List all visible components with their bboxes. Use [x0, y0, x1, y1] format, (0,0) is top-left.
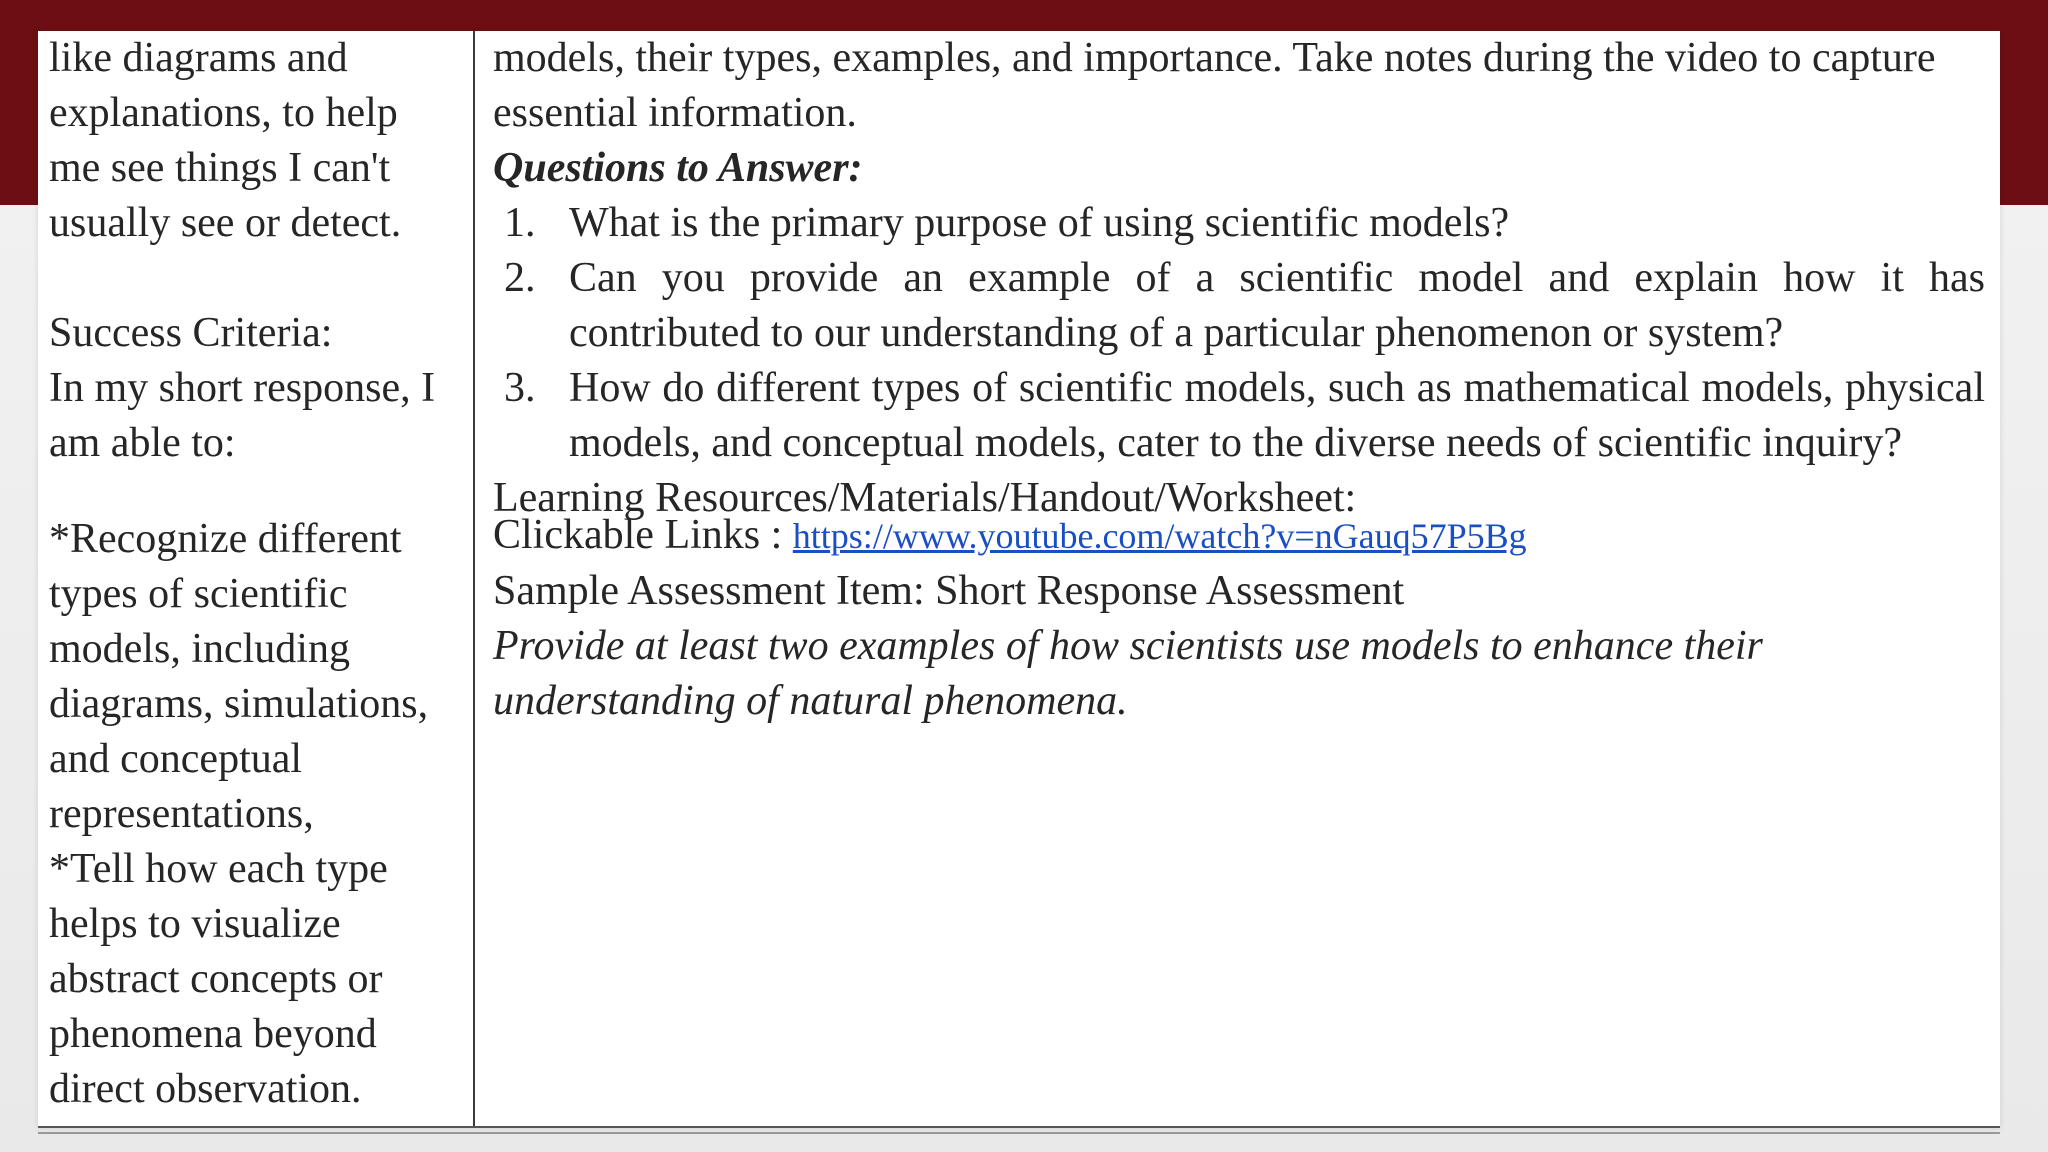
success-criteria-label: Success Criteria:	[49, 310, 333, 356]
criteria-line: types of scientific	[49, 571, 348, 617]
question-item	[493, 196, 1985, 251]
left-line: me see things I can't	[49, 145, 391, 191]
criteria-line: helps to visualize	[49, 901, 341, 947]
assessment-prompt-line: Provide at least two examples of how scientists use models to enhance their	[493, 623, 1763, 669]
criteria-line: and conceptual	[49, 736, 303, 782]
question-text: What is the primary purpose of using scientific models?	[569, 200, 1510, 246]
clickable-links-label: Clickable Links :	[493, 512, 793, 558]
video-instructions-line: essential information.	[493, 90, 857, 136]
criteria-line: abstract concepts or	[49, 956, 383, 1002]
question-number: 1.	[504, 200, 536, 246]
spacer	[49, 251, 473, 306]
left-column	[38, 31, 475, 1128]
clickable-links-row	[493, 508, 1985, 564]
resources-label: Learning Resources/Materials/Handout/Worksheet:	[493, 475, 1357, 521]
questions-heading: Questions to Answer:	[493, 145, 863, 191]
criteria-intro-line: am able to:	[49, 420, 236, 466]
question-item	[493, 251, 1985, 361]
criteria-intro-line: In my short response, I	[49, 365, 436, 411]
video-instructions-line: models, their types, examples, and importance. Take notes during the video to capture	[493, 35, 1936, 81]
left-line: explanations, to help	[49, 90, 398, 136]
right-column	[475, 31, 2000, 1128]
criteria-line: *Tell how each type	[49, 846, 388, 892]
left-line: like diagrams and	[49, 35, 348, 81]
question-number: 2.	[504, 255, 536, 301]
youtube-video-link[interactable]: https://www.youtube.com/watch?v=nGauq57P5Bg	[792, 516, 1527, 556]
criteria-line: diagrams, simulations,	[49, 681, 429, 727]
left-line: usually see or detect.	[49, 200, 402, 246]
questions-list	[493, 196, 1985, 471]
criteria-line: direct observation.	[49, 1066, 362, 1112]
criteria-line: phenomena beyond	[49, 1011, 377, 1057]
criteria-line: representations,	[49, 791, 314, 837]
criteria-line: *Recognize different	[49, 516, 402, 562]
question-number: 3.	[504, 365, 536, 411]
spacer	[49, 471, 473, 512]
question-item	[493, 361, 1985, 471]
document-table	[38, 31, 2000, 1128]
assessment-prompt-line: understanding of natural phenomena.	[493, 678, 1128, 724]
assessment-label: Sample Assessment Item: Short Response Assessment	[493, 568, 1405, 614]
question-text: Can you provide an example of a scientific model and explain how it has contributed to our understanding of a particular phenomenon or system?	[569, 255, 1985, 356]
criteria-line: models, including	[49, 626, 350, 672]
question-text: How do different types of scientific models, such as mathematical models, physical models, and conceptual models, cater to the diverse needs of scientific inquiry?	[569, 365, 1985, 466]
